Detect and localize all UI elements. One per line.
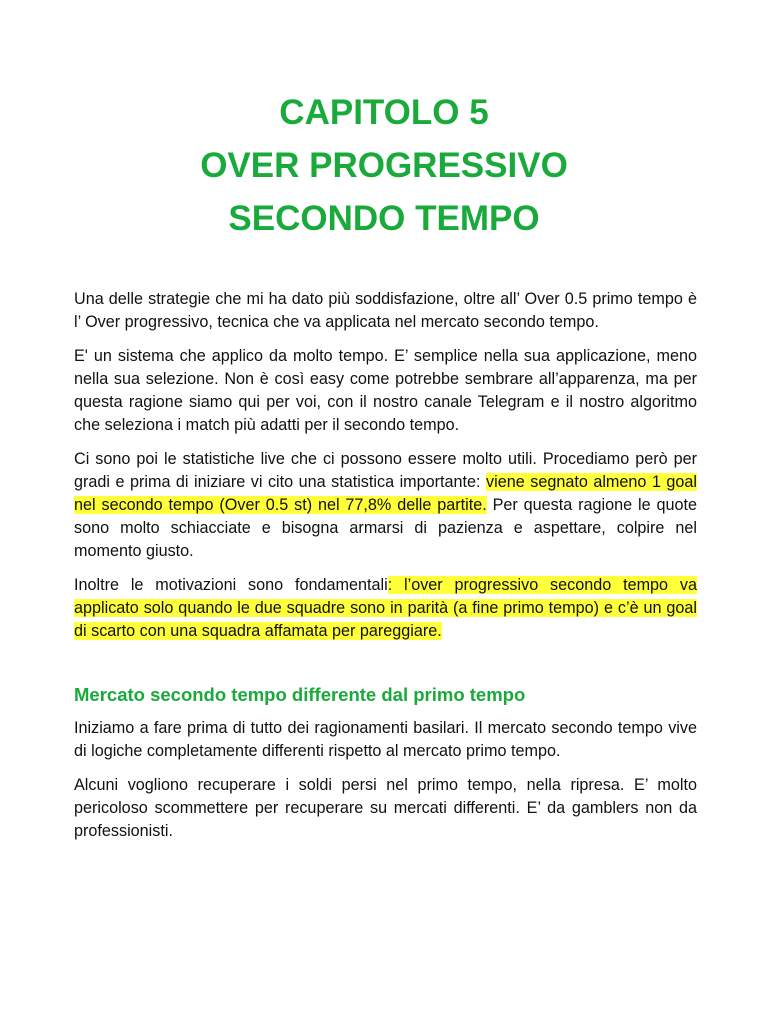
paragraph-statistics [74, 448, 697, 563]
paragraph-system: E' un sistema che applico da molto tempo. E’ semplice nella sua applicazione, meno nella sua selezione. Non è così easy come potrebbe sembrare all’apparenza, ma per questa ragione siamo qui per voi, con il nostro canale Telegram e il nostro algoritmo che seleziona i match più adatti per il secondo tempo. [74, 347, 697, 434]
section-heading: Mercato secondo tempo differente dal primo tempo [74, 684, 526, 705]
chapter-title-line-2: OVER PROGRESSIVO [200, 146, 568, 185]
statistics-text: Ci sono poi le statistiche live che ci possono essere molto utili. Procediamo però per gradi e prima di iniziare vi cito una statistica importante: [74, 450, 697, 491]
motivations-highlight: : l’over progressivo secondo tempo va applicato solo quando le due squadre sono in parità (a fine primo tempo) e c’è un goal di scarto con una squadra affamata per pareggiare. [74, 576, 697, 640]
paragraph-motivations [74, 574, 697, 643]
chapter-title [0, 86, 768, 245]
document-body [74, 288, 697, 854]
paragraph-recover-losses: Alcuni vogliono recuperare i soldi persi nel primo tempo, nella ripresa. E’ molto pericoloso scommettere per recuperare su mercati differenti. E’ da gamblers non da professionisti. [74, 776, 697, 840]
chapter-title-line-3: SECONDO TEMPO [228, 199, 540, 238]
paragraph-market-logic: Iniziamo a fare prima di tutto dei ragionamenti basilari. Il mercato secondo tempo vive di logiche completamente differenti rispetto al mercato primo tempo. [74, 719, 697, 760]
statistics-highlight: viene segnato almeno 1 goal nel secondo tempo (Over 0.5 st) nel 77,8% delle partite. [74, 473, 697, 514]
paragraph-intro: Una delle strategie che mi ha dato più soddisfazione, oltre all’ Over 0.5 primo tempo è l’ Over progressivo, tecnica che va applicata nel mercato secondo tempo. [74, 290, 697, 331]
chapter-title-line-1: CAPITOLO 5 [279, 93, 489, 132]
statistics-text-after: Per questa ragione le quote sono molto schiacciate e bisogna armarsi di pazienza e aspettare, colpire nel momento giusto. [74, 496, 697, 560]
motivations-text: Inoltre le motivazioni sono fondamentali [74, 576, 388, 594]
